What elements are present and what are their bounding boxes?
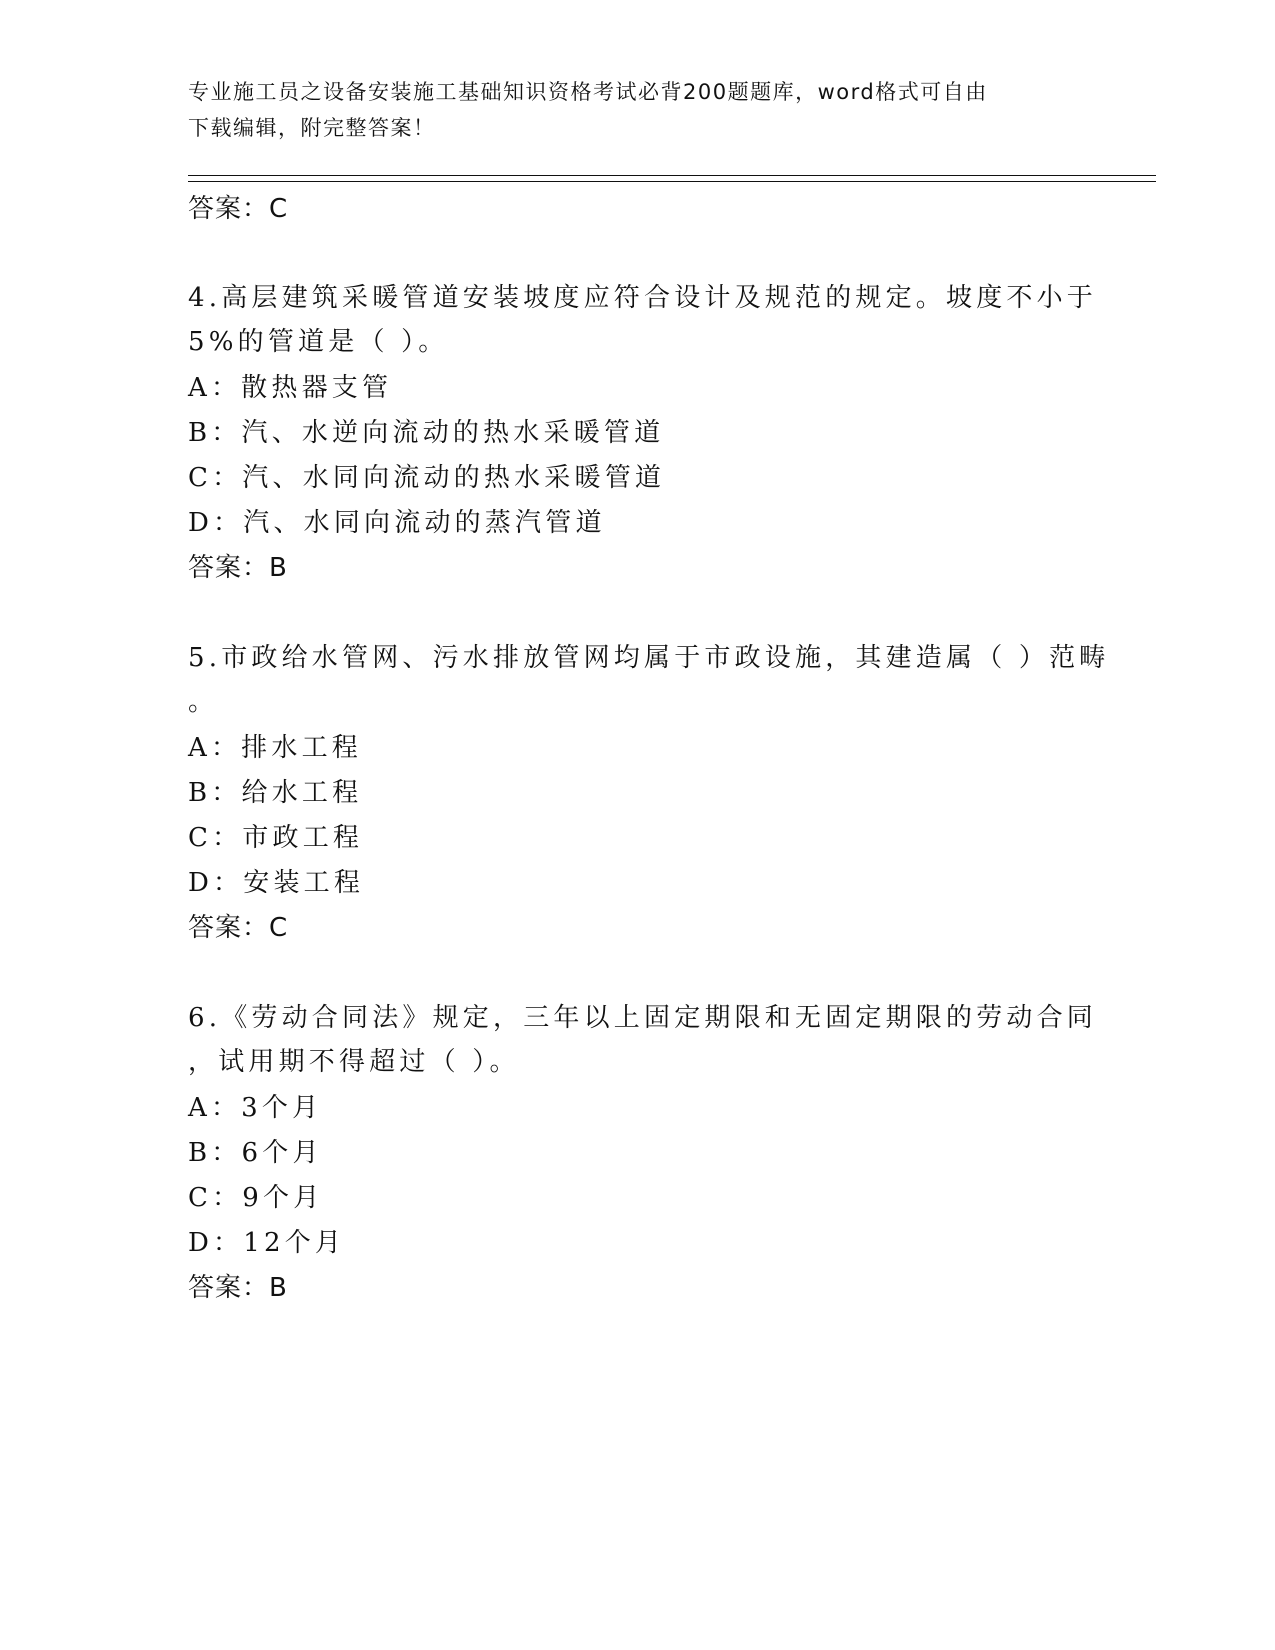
question-5-option-a: A：排水工程	[188, 733, 362, 763]
question-4-stem-line-2: 5%的管道是（ ）。	[188, 327, 449, 357]
header-rule-bottom	[188, 181, 1156, 182]
question-6-option-d: D：12个月	[188, 1228, 346, 1258]
question-6-answer: 答案：B	[188, 1273, 288, 1303]
question-4-stem-line-1: 4.高层建筑采暖管道安装坡度应符合设计及规范的规定。坡度不小于	[188, 283, 1098, 313]
previous-answer: 答案：C	[188, 194, 289, 224]
question-6-option-c: C：9个月	[188, 1183, 324, 1213]
question-5-stem-line-2: 。	[188, 687, 219, 717]
header-line-1: 专业施工员之设备安装施工基础知识资格考试必背200题题库，word格式可自由	[188, 80, 988, 104]
question-5-option-c: C：市政工程	[188, 823, 364, 853]
question-6-option-b: B：6个月	[188, 1138, 323, 1168]
question-6-stem-line-1: 6.《劳动合同法》规定，三年以上固定期限和无固定期限的劳动合同	[188, 1003, 1098, 1033]
question-4-option-c: C：汽、水同向流动的热水采暖管道	[188, 463, 666, 493]
question-4-option-d: D：汽、水同向流动的蒸汽管道	[188, 508, 606, 538]
question-5-stem-line-1: 5.市政给水管网、污水排放管网均属于市政设施，其建造属（ ）范畴	[188, 643, 1110, 673]
question-5-option-d: D：安装工程	[188, 868, 365, 898]
question-4-stem	[188, 276, 1098, 364]
question-6-option-a: A：3个月	[188, 1093, 323, 1123]
question-4-answer: 答案：B	[188, 553, 288, 583]
document-header	[188, 74, 1068, 146]
header-rule-top	[188, 175, 1156, 176]
question-5-stem	[188, 636, 1110, 724]
question-6-stem-line-2: ，试用期不得超过（ ）。	[188, 1047, 520, 1077]
question-4-option-b: B：汽、水逆向流动的热水采暖管道	[188, 418, 665, 448]
question-4-option-a: A：散热器支管	[188, 373, 393, 403]
question-5-option-b: B：给水工程	[188, 778, 363, 808]
header-line-2: 下载编辑，附完整答案！	[188, 116, 436, 140]
question-6-stem	[188, 996, 1098, 1084]
question-5-answer: 答案：C	[188, 913, 289, 943]
